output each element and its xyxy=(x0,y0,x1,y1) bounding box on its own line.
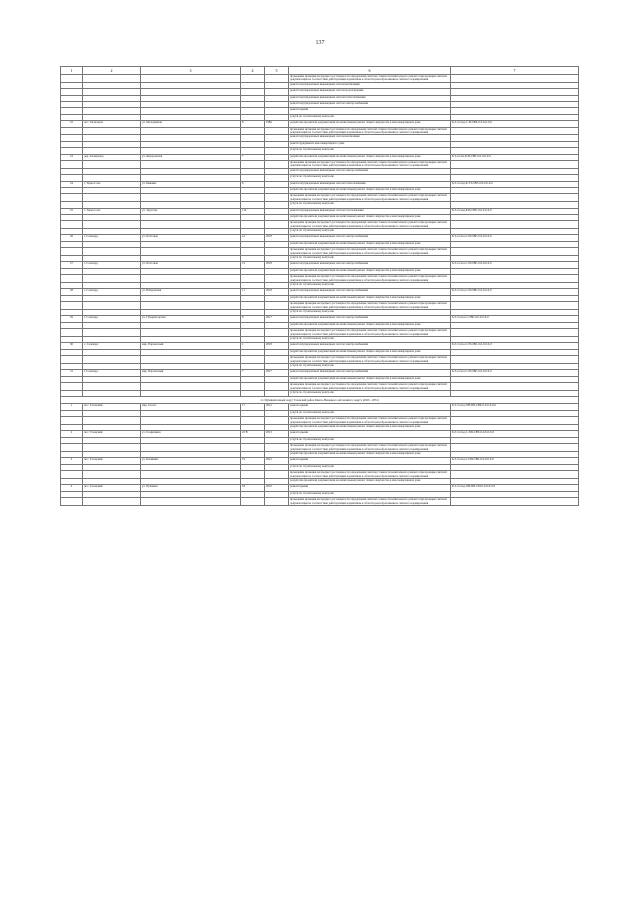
header-col-3: 3 xyxy=(141,67,241,75)
work-code: Б-3-3-Сюз-С-Н-СВЕ-0-0-0-0-0-0 xyxy=(451,343,579,349)
street: ул. Геофизиков xyxy=(141,431,241,437)
work-type: ремонт крыши xyxy=(289,404,451,410)
row-number xyxy=(61,75,83,83)
year-built: 2013 xyxy=(265,431,289,437)
work-code: Б-3-3-Сюд-С-Н-СВЕ-0-0-0-0-0-0 xyxy=(451,121,579,127)
work-type: услуги по строительному контролю xyxy=(289,114,451,120)
street xyxy=(141,329,241,337)
work-type: ремонт внутридомовых инженерных систем теплоснабжения xyxy=(289,181,451,187)
work-code xyxy=(451,302,579,310)
work-type: проведение проверки на предмет достоверности определения сметной стоимости капитального ремонта при проверке сметной документации на соответствие действующим нормативам в области ценообразования и сметного нормирования xyxy=(289,329,451,337)
house-number xyxy=(241,160,265,168)
work-type: услуги по строительному контролю xyxy=(289,391,451,397)
work-type: услуги по строительному контролю xyxy=(289,491,451,497)
work-type: проведение проверки на предмет достоверности определения сметной стоимости капитального ремонта при проверке сметной документации на соответствие действующим нормативам в области ценообразования и сметного нормирования xyxy=(289,221,451,229)
year-built: 2010 xyxy=(265,485,289,491)
work-type: ремонт внутридомовых инженерных систем газоснабжения xyxy=(289,208,451,214)
year-built: 2018 xyxy=(265,235,289,241)
settlement: г. Салехард xyxy=(83,316,141,322)
year-built xyxy=(265,302,289,310)
table-row xyxy=(61,356,579,364)
page-number: 137 xyxy=(315,40,325,46)
house-number xyxy=(241,417,265,425)
work-code: Б-3-3-Сюз-ОН-ПП-СВЕ-0-0-0-0-0-0 xyxy=(451,404,579,410)
work-code xyxy=(451,356,579,364)
header-col-6: 6 xyxy=(289,67,451,75)
row-number xyxy=(61,194,83,202)
year-built xyxy=(265,275,289,283)
house-number xyxy=(241,356,265,364)
work-type: ремонт внутридомовых инженерных систем электроснабжения xyxy=(289,168,451,174)
house-number xyxy=(241,127,265,135)
settlement xyxy=(83,275,141,283)
house-number xyxy=(241,383,265,391)
settlement xyxy=(83,302,141,310)
row-number: 25 xyxy=(61,208,83,214)
work-type: услуги по строительному контролю xyxy=(289,337,451,343)
settlement: г. Салехард xyxy=(83,289,141,295)
settlement: г. Салехард xyxy=(83,235,141,241)
year-built: 2017 xyxy=(265,316,289,322)
settlement xyxy=(83,127,141,135)
settlement: г. Тарко-Сале xyxy=(83,181,141,187)
row-number xyxy=(61,302,83,310)
house-number: 11 xyxy=(241,289,265,295)
house-number xyxy=(241,498,265,506)
street xyxy=(141,248,241,256)
work-code: Б-3-2-Сюд-Б-Н-СВЕ-0-0-0-0-0-0 xyxy=(451,208,579,214)
year-built: 2012 xyxy=(265,404,289,410)
row-number xyxy=(61,383,83,391)
work-type: проведение проверки на предмет достоверности определения сметной стоимости капитального ремонта при проверке сметной документации на соответствие действующим нормативам в области ценообразования и сметного нормирования xyxy=(289,444,451,452)
work-type: разработка проектной документации на капитальный ремонт общего имущества в многоквартирном доме xyxy=(289,478,451,484)
work-type: разработка проектной документации на капитальный ремонт общего имущества в многоквартирном доме xyxy=(289,241,451,247)
work-code: Б-3-3-Сюд-ОН-ПП-СМ-0-0-0-0-0-0 xyxy=(451,485,579,491)
row-number: 3 xyxy=(61,458,83,464)
work-type: проведение проверки на предмет достоверности определения сметной стоимости капитального ремонта при проверке сметной документации на соответствие действующим нормативам в области ценообразования и сметного нормирования xyxy=(289,194,451,202)
house-number: 18 xyxy=(241,485,265,491)
work-code: Б-3-2-Сюз-С-Н-СВЕ-0-0-0-0-0-0 xyxy=(451,289,579,295)
row-number xyxy=(61,444,83,452)
work-type: ремонт внутридомовых инженерных систем вентиляции xyxy=(289,82,451,88)
house-number: 22 В xyxy=(241,431,265,437)
row-number xyxy=(61,329,83,337)
street: ул. Тарасова xyxy=(141,208,241,214)
settlement xyxy=(83,329,141,337)
house-number xyxy=(241,444,265,452)
work-type: ремонт внутридомовых инженерных систем теплоснабжения xyxy=(289,95,451,101)
work-type: ремонт внутридомовых инженерных систем вентиляции xyxy=(289,135,451,141)
street xyxy=(141,444,241,452)
work-type: услуги по строительному контролю xyxy=(289,148,451,154)
street: ул. Губернаторская xyxy=(141,316,241,322)
table-row xyxy=(61,275,579,283)
work-type: услуги по строительному контролю xyxy=(289,464,451,470)
work-type: разработка проектной документации на капитальный ремонт общего имущества в многоквартирном доме xyxy=(289,322,451,328)
work-code xyxy=(451,248,579,256)
street xyxy=(141,471,241,479)
work-type: услуги по строительному контролю xyxy=(289,283,451,289)
work-type: разработка проектной документации на капитальный ремонт общего имущества в многоквартирном доме xyxy=(289,349,451,355)
house-number xyxy=(241,275,265,283)
house-number xyxy=(241,302,265,310)
work-type: разработка проектной документации на капитальный ремонт общего имущества в многоквартирном доме xyxy=(289,295,451,301)
work-type: услуги по строительному контролю xyxy=(289,229,451,235)
year-built: 2018 xyxy=(265,289,289,295)
year-built xyxy=(265,383,289,391)
work-code xyxy=(451,221,579,229)
settlement xyxy=(83,417,141,425)
settlement xyxy=(83,160,141,168)
settlement xyxy=(83,248,141,256)
row-number: 29 xyxy=(61,316,83,322)
work-type: проведение проверки на предмет достоверности определения сметной стоимости капитального ремонта при проверке сметной документации на соответствие действующим нормативам в области ценообразования и сметного нормирования xyxy=(289,356,451,364)
house-number xyxy=(241,248,265,256)
year-built: 1986 xyxy=(265,121,289,127)
street xyxy=(141,194,241,202)
section-title: 11. Муниципальный округ Тазовский район Ямало-Ненецкого автономного округа (2029 - 2031) xyxy=(61,397,579,404)
work-type: разработка проектной документации на капитальный ремонт общего имущества в многоквартирном доме xyxy=(289,187,451,193)
house-number: 11б xyxy=(241,208,265,214)
year-built xyxy=(265,417,289,425)
settlement xyxy=(83,221,141,229)
settlement xyxy=(83,356,141,364)
house-number: 1 xyxy=(241,343,265,349)
table-row xyxy=(61,221,579,229)
row-number: 1 xyxy=(61,404,83,410)
settlement xyxy=(83,471,141,479)
settlement: пос. Халясавэй xyxy=(83,121,141,127)
year-built: 2018 xyxy=(265,262,289,268)
row-number xyxy=(61,356,83,364)
street: ул. Набережная xyxy=(141,289,241,295)
work-code: Б-3-3-Сюд-Б-ТЗ-СВЕ-0-0-0-0-0-0 xyxy=(451,181,579,187)
street: мкр. Паровозный xyxy=(141,370,241,376)
work-code xyxy=(451,417,579,425)
work-code xyxy=(451,471,579,479)
settlement: дер. Халмерпор xyxy=(83,154,141,160)
street: мкр. Паровозный xyxy=(141,343,241,349)
work-code xyxy=(451,329,579,337)
header-col-4: 4 xyxy=(241,67,265,75)
house-number: 7 xyxy=(241,154,265,160)
work-type: ремонт внутридомовых инженерных систем электроснабжения xyxy=(289,316,451,322)
settlement: г. Салехард xyxy=(83,262,141,268)
table-row xyxy=(61,127,579,135)
work-type: услуги по строительному контролю xyxy=(289,256,451,262)
table-row xyxy=(61,417,579,425)
year-built xyxy=(265,248,289,256)
work-code xyxy=(451,160,579,168)
work-type: проведение проверки на предмет достоверности определения сметной стоимости капитального ремонта при проверке сметной документации на соответствие действующим нормативам в области ценообразования и сметного нормирования xyxy=(289,160,451,168)
row-number xyxy=(61,127,83,135)
work-type: разработка проектной документации на капитальный ремонт общего имущества в многоквартирном доме xyxy=(289,121,451,127)
year-built: 2017 xyxy=(265,370,289,376)
settlement: пос. Тазовский xyxy=(83,458,141,464)
street xyxy=(141,417,241,425)
work-type: ремонт фундамента многоквартирного дома xyxy=(289,141,451,147)
street: ул. Почтовая xyxy=(141,235,241,241)
work-type: ремонт внутридомовых инженерных систем электроснабжения xyxy=(289,262,451,268)
work-type: услуги по строительному контролю xyxy=(289,364,451,370)
year-built xyxy=(265,160,289,168)
settlement: пос. Тазовский xyxy=(83,431,141,437)
table-row xyxy=(61,248,579,256)
row-number xyxy=(61,471,83,479)
work-type: проведение проверки на предмет достоверности определения сметной стоимости капитального ремонта при проверке сметной документации на соответствие действующим нормативам в области ценообразования и сметного нормирования xyxy=(289,417,451,425)
street: ул. Калинина xyxy=(141,458,241,464)
street: мкр. Геолог xyxy=(141,404,241,410)
work-type: ремонт крыши xyxy=(289,108,451,114)
street xyxy=(141,498,241,506)
work-type: разработка проектной документации на капитальный ремонт общего имущества в многоквартирном доме xyxy=(289,154,451,160)
work-type: услуги по строительному контролю xyxy=(289,175,451,181)
house-number xyxy=(241,329,265,337)
work-type: ремонт внутридомовых инженерных систем электроснабжения xyxy=(289,101,451,107)
table-row xyxy=(61,471,579,479)
house-number xyxy=(241,75,265,83)
row-number: 23 xyxy=(61,154,83,160)
house-number xyxy=(241,194,265,202)
work-type: ремонт внутридомовых инженерных систем электроснабжения xyxy=(289,370,451,376)
row-number: 2 xyxy=(61,431,83,437)
settlement: пос. Тазовский xyxy=(83,485,141,491)
section-title-row xyxy=(61,397,579,404)
street: ул. Бевкина xyxy=(141,181,241,187)
work-type: проведение проверки на предмет достоверности определения сметной стоимости капитального ремонта при проверке сметной документации на соответствие действующим нормативам в области ценообразования и сметного нормирования xyxy=(289,275,451,283)
work-type: ремонт крыши xyxy=(289,485,451,491)
work-type: проведение проверки на предмет достоверности определения сметной стоимости капитального ремонта при проверке сметной документации на соответствие действующим нормативам в области ценообразования и сметного нормирования xyxy=(289,248,451,256)
year-built xyxy=(265,75,289,83)
street xyxy=(141,75,241,83)
year-built xyxy=(265,329,289,337)
settlement: с. Салехард xyxy=(83,343,141,349)
work-type: услуги по строительному контролю xyxy=(289,410,451,416)
street: ул. Почтовая xyxy=(141,262,241,268)
year-built: 2018 xyxy=(265,343,289,349)
header-col-5: 5 xyxy=(265,67,289,75)
row-number: 24 xyxy=(61,181,83,187)
work-type: услуги по строительному контролю xyxy=(289,437,451,443)
work-code: Б-3-2-Сиз-Б-Н-СВЕ-0-0-0-0-0-0 xyxy=(451,154,579,160)
work-code xyxy=(451,498,579,506)
table-row xyxy=(61,444,579,452)
work-type: услуги по строительному контролю xyxy=(289,310,451,316)
street xyxy=(141,383,241,391)
row-number: 31 xyxy=(61,370,83,376)
row-number xyxy=(61,248,83,256)
settlement xyxy=(83,444,141,452)
work-type: ремонт внутридомовых инженерных систем водоотведения xyxy=(289,89,451,95)
work-type: разработка проектной документации на капитальный ремонт общего имущества в многоквартирном доме xyxy=(289,451,451,457)
work-code: Б-3-3-Сюз-С-ПП-СВЕ-0-0-0-0-0-0 xyxy=(451,458,579,464)
year-built xyxy=(265,194,289,202)
settlement xyxy=(83,498,141,506)
street xyxy=(141,127,241,135)
row-number: 22 xyxy=(61,121,83,127)
house-number: 6 xyxy=(241,181,265,187)
row-number xyxy=(61,498,83,506)
house-number: 12 xyxy=(241,262,265,268)
settlement: г. Тарко-Сале xyxy=(83,208,141,214)
work-code xyxy=(451,127,579,135)
street: ул. Молодёжная xyxy=(141,121,241,127)
year-built xyxy=(265,221,289,229)
house-number: 8 xyxy=(241,121,265,127)
table-row xyxy=(61,194,579,202)
row-number: 27 xyxy=(61,262,83,268)
house-number: 8 xyxy=(241,316,265,322)
street xyxy=(141,160,241,168)
row-number xyxy=(61,160,83,168)
work-code xyxy=(451,75,579,83)
work-type: ремонт крыши xyxy=(289,458,451,464)
street xyxy=(141,356,241,364)
settlement xyxy=(83,75,141,83)
house-number xyxy=(241,471,265,479)
street xyxy=(141,275,241,283)
year-built xyxy=(265,127,289,135)
house-number: 17 xyxy=(241,404,265,410)
year-built: 2012 xyxy=(265,458,289,464)
year-built xyxy=(265,444,289,452)
header-col-2: 2 xyxy=(83,67,141,75)
house-number: 7 xyxy=(241,370,265,376)
street: ул. Федоровская xyxy=(141,154,241,160)
table-row xyxy=(61,302,579,310)
work-type: разработка проектной документации на капитальный ремонт общего имущества в многоквартирном доме xyxy=(289,268,451,274)
work-type: проведение проверки на предмет достоверности определения сметной стоимости капитального ремонта при проверке сметной документации на соответствие действующим нормативам в области ценообразования и сметного нормирования xyxy=(289,471,451,479)
work-type: ремонт внутридомовых инженерных систем электроснабжения xyxy=(289,235,451,241)
work-code: Б-3-2-Сюз-С-Н-СВЕ-0-0-0-0-0-0 xyxy=(451,235,579,241)
work-type: проведение проверки на предмет достоверности определения сметной стоимости капитального ремонта при проверке сметной документации на соответствие действующим нормативам в области ценообразования и сметного нормирования xyxy=(289,127,451,135)
work-code xyxy=(451,275,579,283)
row-number: 28 xyxy=(61,289,83,295)
work-code: Б-3-2-Сюз-С-Н-СВЕ-0-0-0-0-0-0 xyxy=(451,370,579,376)
work-type: разработка проектной документации на капитальный ремонт общего имущества в многоквартирном доме xyxy=(289,424,451,430)
header-col-7: 7 xyxy=(451,67,579,75)
work-code xyxy=(451,194,579,202)
work-type: проведение проверки на предмет достоверности определения сметной стоимости капитального ремонта при проверке сметной документации на соответствие действующим нормативам в области ценообразования и сметного нормирования xyxy=(289,75,451,83)
work-type: ремонт крыши xyxy=(289,431,451,437)
house-number: 21 xyxy=(241,235,265,241)
work-code xyxy=(451,383,579,391)
street xyxy=(141,302,241,310)
row-number xyxy=(61,275,83,283)
row-number: 26 xyxy=(61,235,83,241)
street xyxy=(141,221,241,229)
house-number: 19 xyxy=(241,458,265,464)
settlement: пос. Тазовский xyxy=(83,404,141,410)
work-type: ремонт внутридомовых инженерных систем электроснабжения xyxy=(289,343,451,349)
capital-repair-table xyxy=(60,66,579,506)
table-row xyxy=(61,160,579,168)
year-built xyxy=(265,356,289,364)
street: ул. Пушкина xyxy=(141,485,241,491)
table-header-row xyxy=(61,67,579,75)
header-col-1: 1 xyxy=(61,67,83,75)
year-built xyxy=(265,498,289,506)
work-type: ремонт внутридомовых инженерных систем электроснабжения xyxy=(289,289,451,295)
work-type: проведение проверки на предмет достоверности определения сметной стоимости капитального ремонта при проверке сметной документации на соответствие действующим нормативам в области ценообразования и сметного нормирования xyxy=(289,498,451,506)
table-row xyxy=(61,329,579,337)
work-code: Б-3-3-Сюд-С-ПП-СВЕ-0-0-0-0-0-0 xyxy=(451,431,579,437)
work-type: проведение проверки на предмет достоверности определения сметной стоимости капитального ремонта при проверке сметной документации на соответствие действующим нормативам в области ценообразования и сметного нормирования xyxy=(289,302,451,310)
house-number xyxy=(241,221,265,229)
settlement xyxy=(83,383,141,391)
settlement xyxy=(83,194,141,202)
work-type: разработка проектной документации на капитальный ремонт общего имущества в многоквартирном доме xyxy=(289,376,451,382)
year-built xyxy=(265,471,289,479)
work-code xyxy=(451,444,579,452)
work-type: проведение проверки на предмет достоверности определения сметной стоимости капитального ремонта при проверке сметной документации на соответствие действующим нормативам в области ценообразования и сметного нормирования xyxy=(289,383,451,391)
row-number xyxy=(61,221,83,229)
row-number: 30 xyxy=(61,343,83,349)
work-code: Б-3-3-Сюз-С-СВЕ-0-0-0-0-0-0 xyxy=(451,316,579,322)
table-row xyxy=(61,498,579,506)
table-row xyxy=(61,75,579,83)
row-number: 4 xyxy=(61,485,83,491)
settlement: г. Салехард xyxy=(83,370,141,376)
work-code: Б-3-2-Сюз-С-Н-СВЕ-0-0-0-0-0-0 xyxy=(451,262,579,268)
work-type: услуги по строительному контролю xyxy=(289,202,451,208)
work-type: разработка проектной документации на капитальный ремонт общего имущества в многоквартирном доме xyxy=(289,214,451,220)
row-number xyxy=(61,417,83,425)
table-row xyxy=(61,383,579,391)
